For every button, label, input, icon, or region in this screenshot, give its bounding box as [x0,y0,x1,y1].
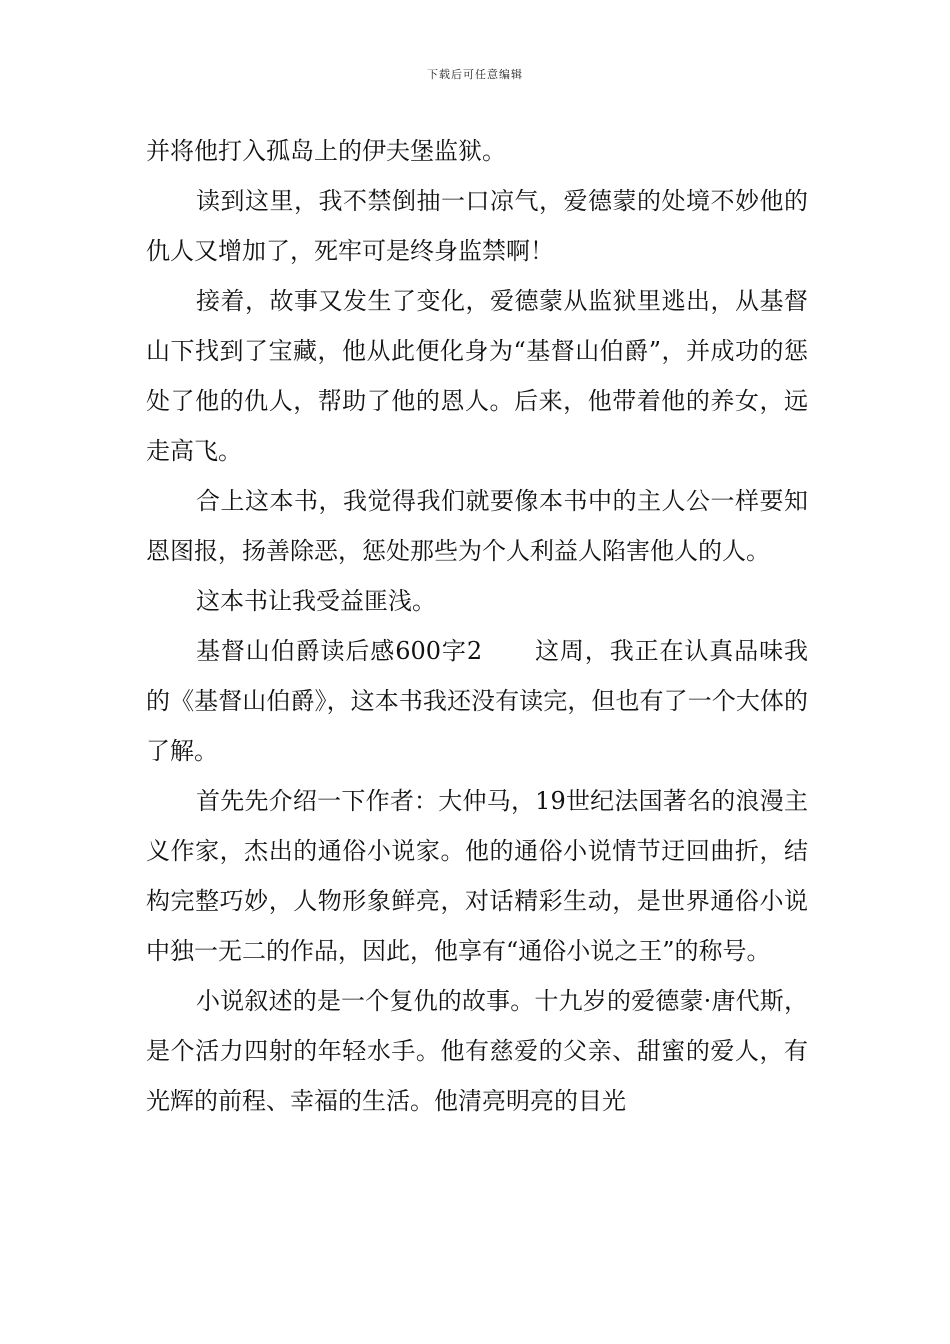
page-header: 下载后可任意编辑 [427,68,523,81]
paragraph: 首先先介绍一下作者：大仲马，19世纪法国著名的浪漫主义作家，杰出的通俗小说家。他的通俗小说情节迂回曲折，结构完整巧妙，人物形象鲜亮，对话精彩生动，是世界通俗小说中独一无二的作品，因此，他享有“通俗小说之王”的称号。 [146,787,808,965]
paragraph-with-heading [146,626,808,776]
paragraph: 接着，故事又发生了变化，爱德蒙从监狱里逃出，从基督山下找到了宝藏，他从此便化身为“基督山伯爵”，并成功的惩处了他的仇人，帮助了他的恩人。后来，他带着他的养女，远走高飞。 [146,287,808,465]
paragraph: 并将他打入孤岛上的伊夫堡监狱。 [146,137,506,165]
paragraph: 读到这里，我不禁倒抽一口凉气，爱德蒙的处境不妙他的仇人又增加了，死牢可是终身监禁啊！ [146,187,808,265]
paragraph: 这本书让我受益匪浅。 [196,587,436,615]
paragraph-text: 这周，我正在认真品味我的《基督山伯爵》，这本书我还没有读完，但也有了一个大体的了解。 [146,637,809,765]
section-heading: 基督山伯爵读后感600字2 [196,637,483,665]
paragraph: 小说叙述的是一个复仇的故事。十九岁的爱德蒙·唐代斯，是个活力四射的年轻水手。他有慈爱的父亲、甜蜜的爱人，有光辉的前程、幸福的生活。他清亮明亮的目光 [146,987,808,1115]
paragraph: 合上这本书，我觉得我们就要像本书中的主人公一样要知恩图报，扬善除恶，惩处那些为个人利益人陷害他人的人。 [146,487,808,565]
document-body [146,126,808,1126]
